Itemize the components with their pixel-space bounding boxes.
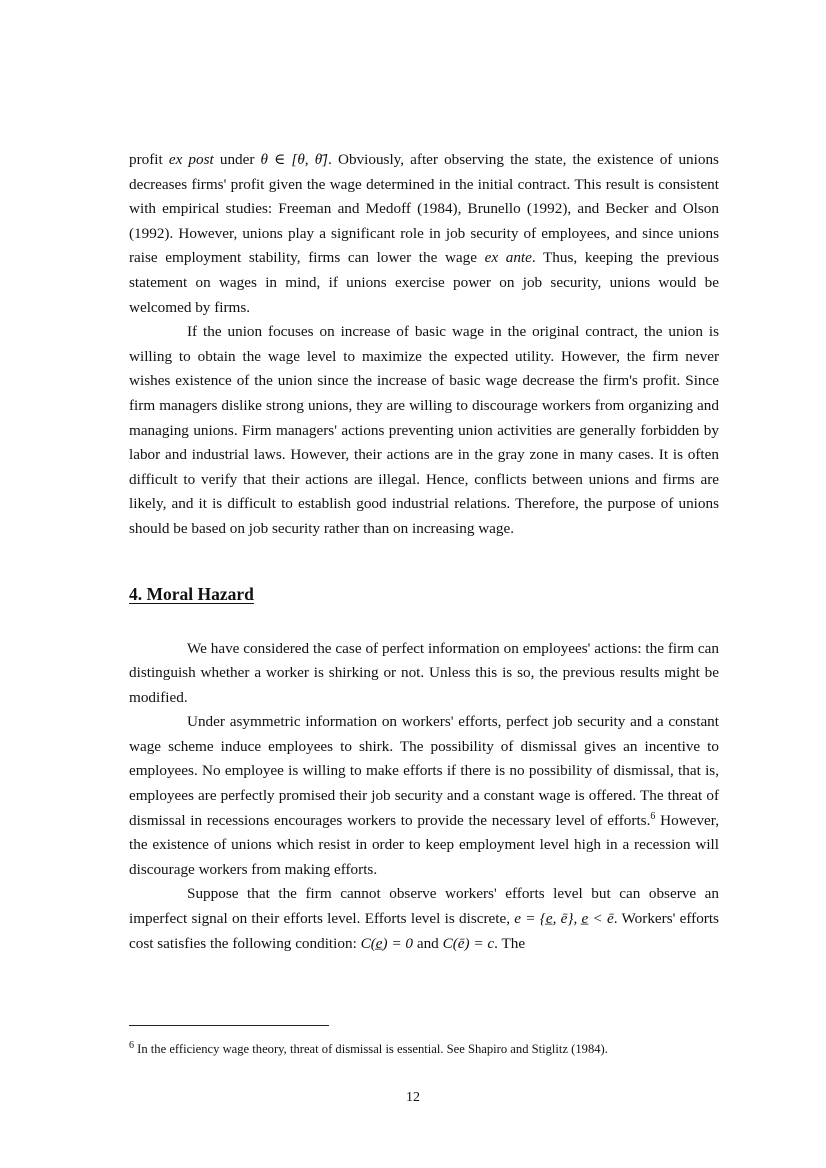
page-body xyxy=(129,148,719,956)
footnote xyxy=(129,1040,719,1058)
p4-text-after: However, the existence of unions which resist in order to keep employment level high in a recession will discourage workers from making efforts. xyxy=(129,811,719,878)
cost-high-math: C(ē) = c xyxy=(442,934,495,952)
footnote-divider xyxy=(129,1025,329,1026)
section-heading: 4. Moral Hazard xyxy=(129,583,254,604)
p5-seg2: . Workers' efforts cost satisfies the following condition: xyxy=(129,910,719,952)
p4-text: Under asymmetric information on workers' efforts, perfect job security and a constant wage scheme induce employees to shirk. The possibility of dismissal gives an incentive to employees. No employee is willing to make efforts if there is no possibility of dismissal, that is, employees are perfectly promised their job security and a constant wage is offered. The threat of dismissal in recessions encourages workers to provide the necessary level of efforts. xyxy=(129,713,719,829)
p5-seg4: . The xyxy=(494,934,526,952)
footnote-text: In the efficiency wage theory, threat of dismissal is essential. See Shapiro and Stiglitz (1984). xyxy=(134,1042,608,1056)
p1-seg6: . Thus, keeping the previous statement on wages in mind, if unions exercise power on job security, unions would be welcomed by firms. xyxy=(129,249,719,316)
p1-seg3: under xyxy=(213,151,261,168)
p5-seg1: Suppose that the firm cannot observe workers' efforts level but can observe an imperfect signal on their efforts level. Efforts level is discrete, xyxy=(129,885,719,928)
page-number: 12 xyxy=(406,1090,420,1105)
footnote-reference[interactable]: 6 xyxy=(650,810,656,822)
p1-ex-post: ex post xyxy=(168,151,214,168)
theta-interval-math: θ ∈ [θ, θ̄] xyxy=(260,151,329,168)
paragraph-3: We have considered the case of perfect information on employees' actions: the firm can distinguish whether a worker is shirking or not. Unless this is so, the previous results might be modified. xyxy=(129,639,719,706)
p1-ex-ante: ex ante xyxy=(484,249,532,267)
footnote-mark: 6 xyxy=(129,1039,134,1051)
paragraph-4 xyxy=(129,710,719,882)
paragraph-1 xyxy=(129,148,719,320)
p1-seg4: . Obviously, after observing the state, the existence of unions decreases firms' profit given the wage determined in the initial contract. This result is consistent with empirical studies: Freeman and Medoff (1984), Brunello (1992), and Becker and Olson (1992). However, unions play a significant role in job security of employees, and since unions raise employment stability, firms can lower the wage xyxy=(129,151,719,267)
p5-seg3: and xyxy=(413,934,443,952)
p1-seg1: profit xyxy=(129,151,169,168)
effort-set-math: e = {e̲, ē}, e̲ < ē xyxy=(514,910,614,928)
cost-low-math: C(e̲) = 0 xyxy=(360,934,414,952)
paragraph-2: If the union focuses on increase of basic wage in the original contract, the union is willing to obtain the wage level to maximize the expected utility. However, the firm never wishes existence of the union since the increase of basic wage decrease the firm's profit. Since firm managers dislike strong unions, they are willing to discourage workers from organizing and managing unions. Firm managers' actions preventing union activities are generally forbidden by labor and industrial laws. However, their actions are in the gray zone in many cases. It is often difficult to verify that their actions are illegal. Hence, conflicts between unions and firms are likely, and it is difficult to establish good industrial relations. Therefore, the purpose of unions should be based on job security rather than on increasing wage. xyxy=(129,323,719,537)
paragraph-5 xyxy=(129,882,719,956)
